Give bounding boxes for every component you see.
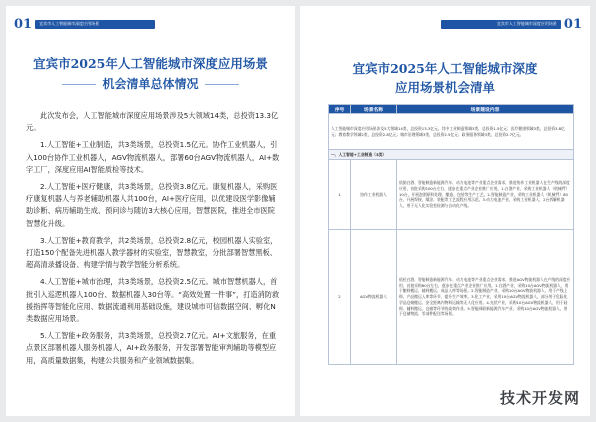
right-page: [300, 6, 590, 416]
paragraph-industry: 1.人工智能+工业制造，共3类场景，总投资1.5亿元。协作工业机器人，引入100台协作工业机器人，AGV物流机器人，部署60台AGV物流机器人，AI+数字工厂，深度应用AI智能质检等技术。: [26, 140, 280, 174]
row-number: 2: [329, 230, 351, 365]
subtitle-rule-left: [62, 84, 96, 85]
left-header-bar: [35, 20, 155, 29]
table-row: [329, 230, 574, 365]
left-page-subtitle: 机会清单总体情况: [102, 77, 199, 91]
row-scene-content: 依托白酒、智能制造新能源汽车、动力电池等产业重点企业需求，推进AGV物流机器人在产线的深度应用，首批采购60台左右，逐步在重点产业企业推广应用。1.白酒产业，采购10台AGV物流机器人，用于酿料搬运、辅料搬运、成品入库等场景。2.智能制造产业，采购10台AGV物流机器人，用于产线上料、产品搬运入库等环节，提升生产效率。3.化工产业，采用10台AGV物流机器人，部分用于危险化学品仓储搬运、安全距离内物料运输等无人化应用。4.光伏产业，采购10台AGV物流机器人，用于硅料、辅料搬运、仓储等环节的高效作业。5.智能网联新能源汽车产业，采购10台AGV物流机器人，用于仓储物流、零部件配送等场景。: [397, 230, 574, 365]
row-scene-content: 依据白酒、智能制造新能源汽车、动力电池等产业重点企业需求，推进协作工业机器人在生产线的深度应用，首批采购100台左右，逐步在重点产业企业推广应用。1.白酒产业，采购工业机器人（机械臂）10台，开展泡酒原料处理、酿造、包装等生产工艺。2.智能制造产业，采购工业机器人（机械臂）80台，开展焊接、喷涂、装配等工艺流程应用示范。3.动力电池产业，采购工业机器人，2台拆解机器人，用于无人化实验室检测与自动化产线。: [397, 160, 574, 230]
table-section-row: [329, 150, 574, 160]
right-header-text: 宜宾市人工智能城市深度应用场景: [496, 21, 557, 26]
subtitle-rule-right: [205, 84, 239, 85]
watermark: 技术开发网: [499, 389, 580, 407]
paragraph-city-governance: 4.人工智能+城市治理，共3类场景，总投资2.5亿元。城市智慧机器人，首批引入巡逻机器人100台、数据机器人30台等。“高效处置一件事”，打造消防救援指挥等智能化应用、数据流通利用基础设施，建设城市可信数据空间、孵化N类数据应用场景。: [26, 277, 280, 324]
column-header-number: 序号: [329, 105, 351, 114]
column-header-scene-name: 场景名称: [351, 105, 397, 114]
paragraph-intro: 此次发布会，人工智能城市深度应用场景涉及5大领域14类，总投资13.3亿元。: [26, 111, 279, 133]
right-header-bar: [441, 20, 561, 29]
opportunity-table: [328, 104, 574, 365]
row-scene-name: AGV物流机器人: [351, 230, 397, 365]
left-subtitle-row: [6, 74, 295, 94]
table-intro-row: [329, 114, 574, 150]
table-intro-cell: 人工智能城市深度应用场景涉及5大领域14类，总投资13.3亿元。其中工业制造领域3类，总投资1.5亿元；医疗健康领域3类，总投资3.8亿元；教育教学领域2类，总投资2.8亿元；城市治理领域3类，总投资2.5亿元；政务服务领域3类，总投资2.7亿元。: [329, 114, 574, 150]
left-page: [6, 6, 295, 416]
table-row: [329, 160, 574, 230]
table-section-cell: 一、人工智能+工业制造（3类）: [329, 150, 574, 160]
paragraph-education: 3.人工智能+教育教学，共2类场景，总投资2.8亿元，校园机器人实验室，打造150个配备先进机器人教学器材的实验室，智慧教室，分批部署智慧黑板、超高清录播设备、构建学情与教学智能分析系统。: [26, 235, 278, 270]
left-running-header: [14, 16, 155, 32]
right-page-number: 01: [563, 16, 582, 32]
row-number: 1: [329, 160, 351, 230]
right-title-line2: 应用场景机会清单: [394, 80, 495, 95]
left-page-number: 01: [14, 16, 33, 32]
left-body-text: [26, 110, 280, 372]
right-page-title: [300, 59, 590, 97]
paragraph-government-services: 5.人工智能+政务服务，共3类场景，总投资2.7亿元。AI+文旅服务，在重点景区部署机器人服务机器人，AI+政务服务，开发部署智能审判辅助等模型应用，高质量数据集，构建公共服务和产业领域数据集。: [26, 331, 277, 365]
right-running-header: [441, 16, 582, 32]
column-header-scene-content: 场景建设内容: [397, 105, 574, 114]
paragraph-medical: 2.人工智能+医疗健康，共3类场景，总投资3.8亿元。康复机器人，采购医疗康复机器人与养老辅助机器人共100台，AI+医疗应用，以优建设医学影像辅助诊断、病历辅助生成、预问诊与随访3大核心应用，智慧医院，推进全市医院智慧化升级。: [26, 182, 278, 228]
left-header-text: 宜宾市人工智能城市深度应用场景: [39, 21, 100, 26]
row-scene-name: 协作工业机器人: [351, 160, 397, 230]
left-page-title: 宜宾市2025年人工智能城市深度应用场景: [33, 56, 268, 71]
right-title-line1: 宜宾市2025年人工智能城市深度: [352, 61, 538, 76]
table-header-row: [329, 105, 574, 114]
